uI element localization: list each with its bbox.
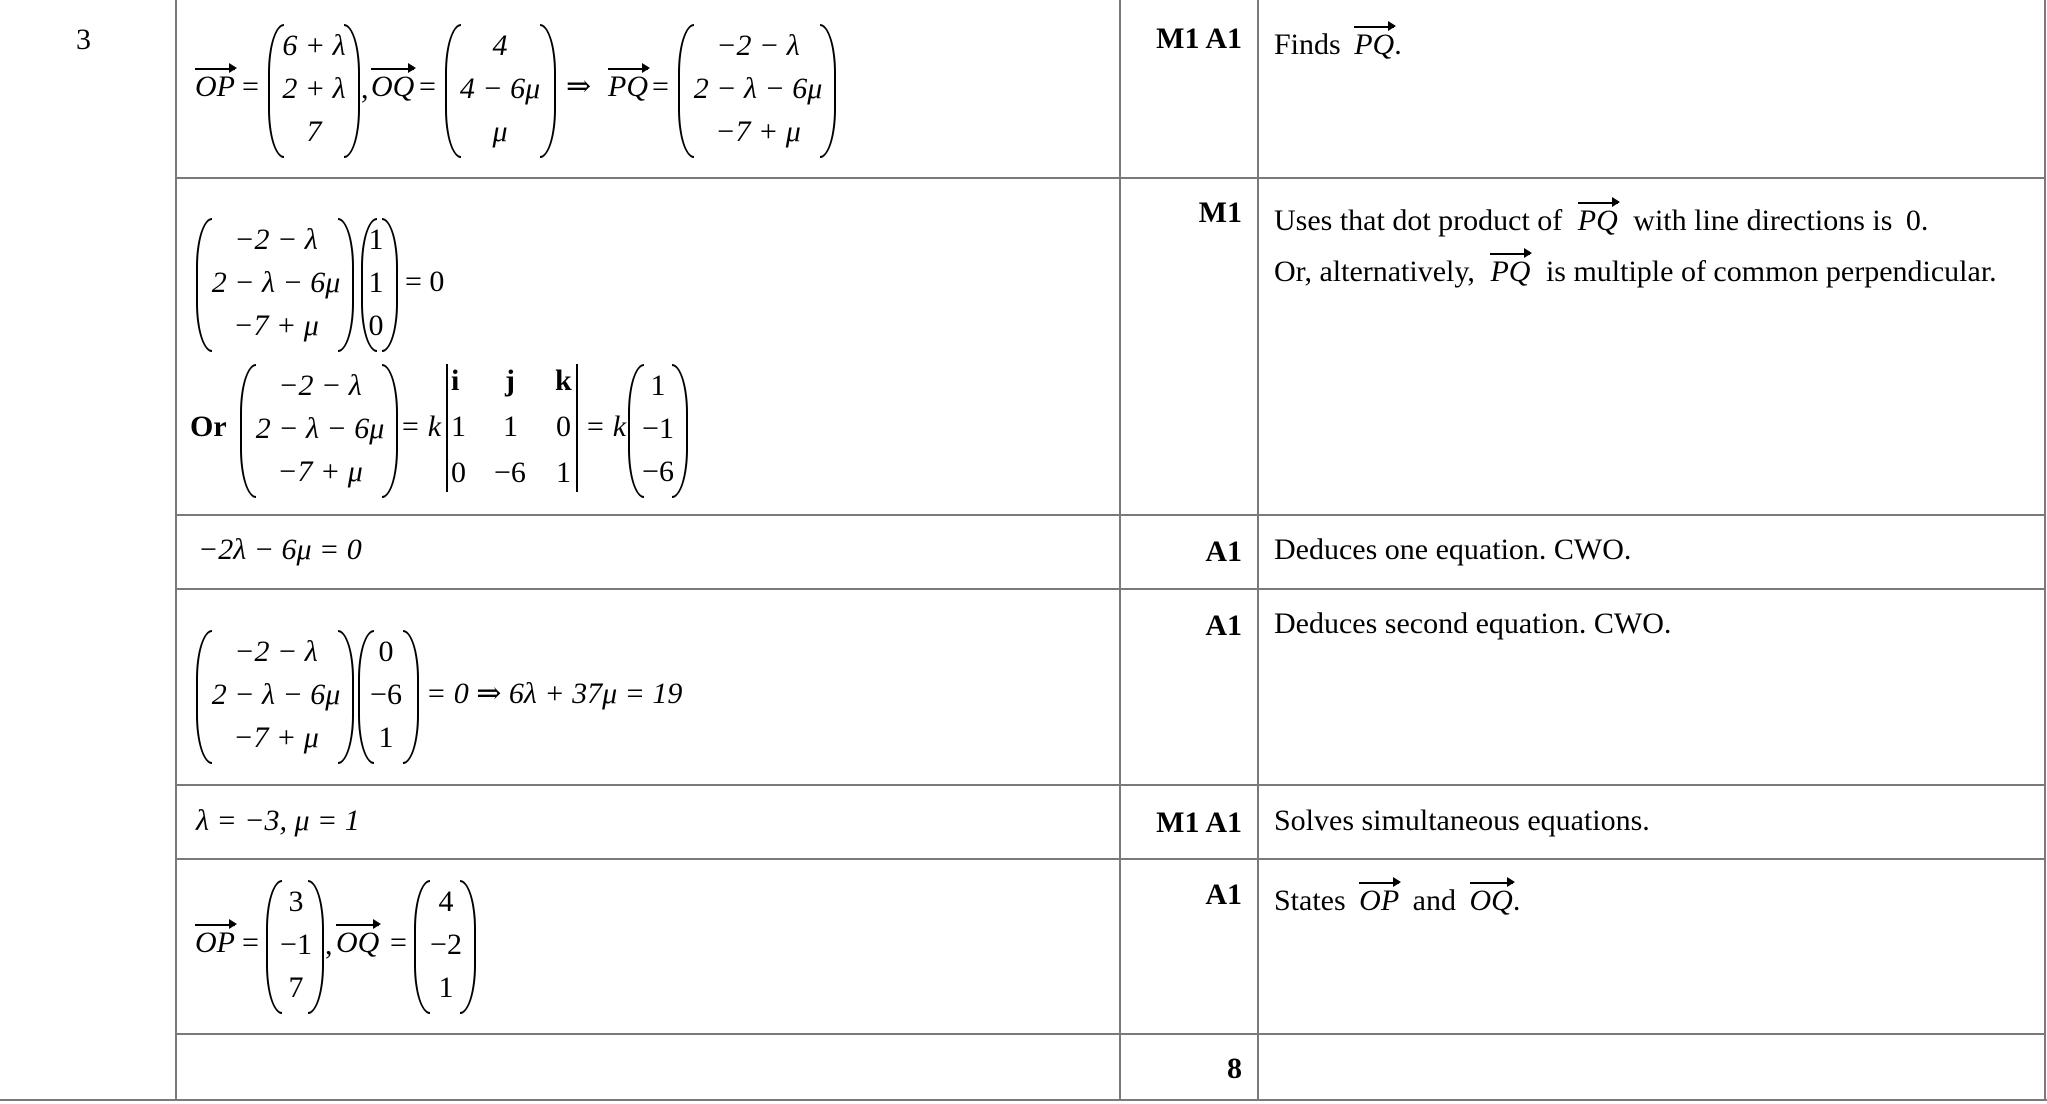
vector-op-label: OP (1359, 884, 1400, 917)
vector-pq-label: PQ (1577, 204, 1618, 237)
row-3-working: −2λ − 6μ = 0 (198, 533, 362, 566)
equals-sign: = (652, 70, 669, 103)
determinant-entry: 0 (556, 410, 571, 443)
vector-component: 1 (368, 265, 384, 299)
vector-component: −2 − λ (278, 368, 362, 402)
vector-component: −2 − λ (234, 634, 318, 668)
comment-prefix: Uses that dot product of (1274, 204, 1563, 237)
vector-pq-label: PQ (608, 70, 648, 103)
row-divider (175, 1033, 2046, 1035)
row-divider (175, 784, 2046, 786)
row-5-working: λ = −3, μ = 1 (196, 804, 360, 837)
vector-component: 1 (378, 721, 394, 755)
determinant-entry: j (505, 364, 515, 397)
vector-component: 1 (438, 971, 454, 1005)
vector-component: 2 + λ (282, 71, 346, 105)
determinant-entry: −6 (494, 456, 526, 489)
vector-pq-label: PQ (1354, 28, 1395, 61)
marks-label: M1 A1 (1156, 806, 1242, 839)
vector-component: 2 − λ − 6μ (693, 71, 823, 105)
question-number: 3 (76, 23, 91, 56)
direction-vector-components (366, 630, 406, 760)
vector-component: 4 − 6μ (459, 71, 541, 105)
vector-component: −1 (280, 927, 312, 961)
vector-component: −7 + μ (277, 455, 363, 489)
vector-component: −6 (370, 677, 402, 711)
vector-component: 3 (288, 884, 304, 918)
column-divider (1257, 0, 1259, 1101)
comment-suffix: . (1394, 28, 1402, 61)
vector-component: 4 (492, 28, 508, 62)
comment-prefix: Or, alternatively, (1274, 255, 1475, 288)
comment-text (1274, 30, 1402, 60)
comment-zero: 0. (1905, 204, 1929, 237)
vector-component: −7 + μ (233, 721, 319, 755)
comma: , (325, 928, 333, 961)
vector-pq-components (206, 630, 346, 760)
comment-suffix: is multiple of common perpendicular. (1545, 255, 1997, 288)
vector-oq-components (455, 24, 545, 154)
vector-component: −7 + μ (233, 309, 319, 343)
equals-zero: = 0 (405, 265, 445, 298)
row-divider (175, 858, 2046, 860)
comment-and: and (1412, 884, 1456, 917)
comment-text: Deduces one equation. CWO. (1274, 533, 1632, 566)
comment-suffix: . (1512, 884, 1521, 917)
marks-label: M1 A1 (1156, 22, 1242, 55)
determinant-bar-right (576, 364, 578, 492)
vector-component: −7 + μ (715, 115, 801, 149)
vector-component: μ (492, 115, 508, 149)
vector-op-label: OP (195, 70, 235, 103)
comment-line-2 (1274, 257, 1997, 287)
vector-component: 6 + λ (282, 28, 346, 62)
vector-component: 2 − λ − 6μ (211, 677, 341, 711)
marks-label: A1 (1205, 878, 1242, 911)
vector-pq-components (688, 24, 828, 154)
equals-sign: = (242, 926, 259, 959)
vector-component: −2 − λ (716, 28, 800, 62)
determinant-entry: k (555, 364, 572, 397)
vector-component: 1 (650, 368, 666, 402)
vector-component: 0 (378, 634, 394, 668)
comment-line-1 (1274, 206, 1928, 236)
equals-sign: = (419, 70, 436, 103)
vector-component: 7 (306, 115, 322, 149)
comma: , (361, 72, 369, 105)
vector-component: 4 (438, 884, 454, 918)
vector-component: −6 (642, 455, 674, 489)
equals-sign: = (390, 926, 407, 959)
row-divider (175, 177, 2046, 179)
vector-component: 2 − λ − 6μ (255, 411, 385, 445)
comment-text: Deduces second equation. CWO. (1274, 607, 1672, 640)
vector-component: −1 (642, 411, 674, 445)
comment-text (1274, 886, 1520, 916)
vector-component: 1 (368, 222, 384, 256)
comment-text: Solves simultaneous equations. (1274, 804, 1650, 837)
vector-component: −2 (430, 927, 462, 961)
vector-component: 0 (368, 309, 384, 343)
equals-k: = k (400, 410, 442, 443)
determinant-entry: i (451, 364, 460, 397)
equals-sign: = (242, 70, 259, 103)
vector-oq-label: OQ (336, 926, 380, 959)
column-divider (2044, 0, 2046, 1101)
column-divider (1119, 0, 1121, 1101)
determinant-bar-left (446, 364, 448, 492)
marks-label: M1 (1198, 196, 1242, 229)
vector-pq-components (206, 218, 346, 348)
row-divider (175, 588, 2046, 590)
total-marks: 8 (1227, 1052, 1242, 1085)
equation-tail: = 0 ⇒ 6λ + 37μ = 19 (426, 677, 683, 710)
equals-k: = k (585, 410, 627, 443)
vector-component: 7 (288, 971, 304, 1005)
table-bottom-border (0, 1099, 2047, 1101)
vector-pq-label: PQ (1490, 255, 1531, 288)
determinant-entry: 0 (451, 456, 466, 489)
vector-oq-label: OQ (1469, 884, 1513, 917)
column-divider (175, 0, 177, 1101)
vector-component: −2 − λ (234, 222, 318, 256)
comment-prefix: Finds (1274, 28, 1341, 61)
determinant-entry: 1 (451, 410, 466, 443)
implies-sign: ⇒ (566, 70, 592, 103)
vector-pq-components (250, 364, 390, 494)
vector-op-label: OP (195, 926, 235, 959)
marks-label: A1 (1205, 535, 1242, 568)
vector-oq-label: OQ (371, 70, 415, 103)
determinant-entry: 1 (503, 410, 518, 443)
vector-component: 2 − λ − 6μ (211, 265, 341, 299)
determinant-entry: 1 (556, 456, 571, 489)
vector-op-components (278, 24, 350, 154)
marks-label: A1 (1205, 609, 1242, 642)
row-divider (175, 514, 2046, 516)
or-label: Or (190, 410, 227, 443)
comment-suffix: with line directions is (1633, 204, 1893, 237)
comment-prefix: States (1274, 884, 1346, 917)
